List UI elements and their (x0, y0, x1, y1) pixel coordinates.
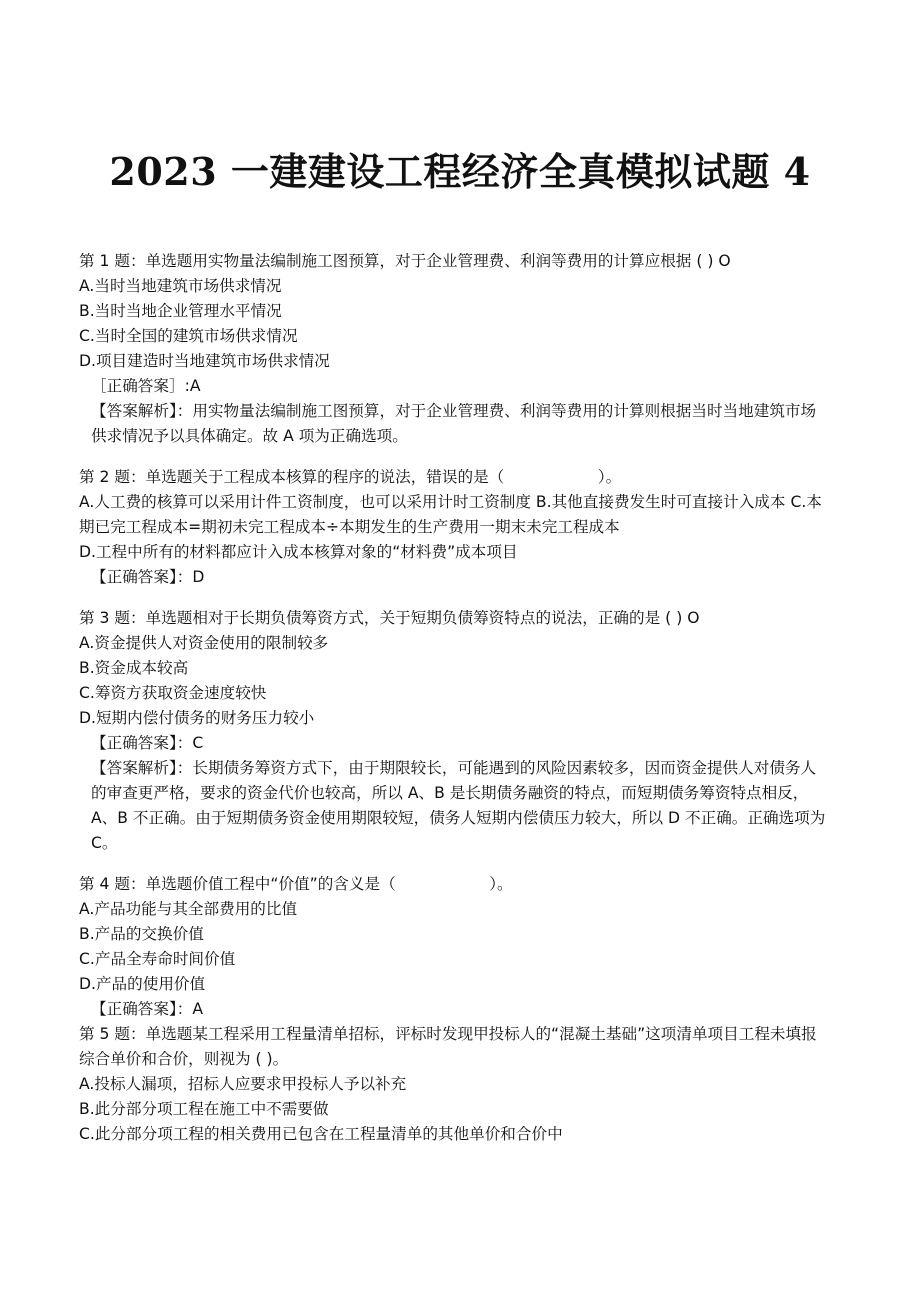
question-3-option-d: D.短期内偿付债务的财务压力较小 (79, 709, 315, 727)
question-3-answer: 【正确答案】：C (91, 734, 204, 752)
question-2-option-abc: A.人工费的核算可以采用计件工资制度，也可以采用计时工资制度 B.其他直接费发生时可直接计入成本 C.本期已完工程成本=期初未完工程成本÷本期发生的生产费用一期末未完工程成本 (79, 493, 822, 536)
question-2 (79, 465, 831, 590)
question-3-option-b: B.资金成本较高 (79, 659, 189, 677)
question-4-option-d: D.产品的使用价值 (79, 975, 206, 993)
question-5-stem: 第 5 题：单选题某工程采用工程量清单招标，评标时发现甲投标人的“混凝土基础”这项清单项目工程未填报综合单价和合价，则视为 ( )。 (79, 1025, 817, 1068)
question-4 (79, 872, 831, 1022)
question-list (79, 249, 831, 1147)
question-1-stem: 第 1 题：单选题用实物量法编制施工图预算，对于企业管理费、利润等费用的计算应根据 ( ) O (79, 252, 731, 270)
question-4-option-b: B.产品的交换价值 (79, 925, 204, 943)
question-4-stem: 第 4 题：单选题价值工程中“价值”的含义是（ ）。 (79, 875, 513, 893)
question-4-option-c: C.产品全寿命时间价值 (79, 950, 236, 968)
question-1-option-a: A.当时当地建筑市场供求情况 (79, 277, 282, 295)
question-3-analysis: 【答案解析】：长期债务筹资方式下，由于期限较长，可能遇到的风险因素较多，因而资金提供人对债务人的审查更严格，要求的资金代价也较高，所以 A、B 是长期债务融资的特点，而短期债务筹资特点相反，A、B 不正确。由于短期债务资金使用期限较短，债务人短期内偿债压力较大，所以 D 不正确。正确选项为 C。 (91, 759, 826, 852)
question-4-option-a: A.产品功能与其全部费用的比值 (79, 900, 298, 918)
question-5-option-c: C.此分部分项工程的相关费用已包含在工程量清单的其他单价和合价中 (79, 1125, 563, 1143)
question-1-option-b: B.当时当地企业管理水平情况 (79, 302, 282, 320)
question-2-answer: 【正确答案】：D (91, 568, 205, 586)
question-3-stem: 第 3 题：单选题相对于长期负债筹资方式，关于短期负债筹资特点的说法，正确的是 ( ) O (79, 609, 700, 627)
question-1-option-c: C.当时全国的建筑市场供求情况 (79, 327, 298, 345)
question-5-option-b: B.此分部分项工程在施工中不需要做 (79, 1100, 329, 1118)
question-5 (79, 1022, 831, 1147)
question-3 (79, 606, 831, 856)
document-title: 2023 一建建设工程经济全真模拟试题 4 (109, 149, 811, 194)
question-5-option-a: A.投标人漏项，招标人应要求甲投标人予以补充 (79, 1075, 407, 1093)
question-4-answer: 【正确答案】：A (91, 1000, 204, 1018)
question-3-option-a: A.资金提供人对资金使用的限制较多 (79, 634, 329, 652)
question-2-option-d: D.工程中所有的材料都应计入成本核算对象的“材料费”成本项目 (79, 543, 518, 561)
question-1-answer: ［正确答案］:A (91, 377, 201, 395)
question-1 (79, 249, 831, 449)
question-1-option-d: D.项目建造时当地建筑市场供求情况 (79, 352, 330, 370)
question-2-stem: 第 2 题：单选题关于工程成本核算的程序的说法，错误的是（ ）。 (79, 468, 622, 486)
question-3-option-c: C.筹资方获取资金速度较快 (79, 684, 267, 702)
question-1-analysis: 【答案解析】：用实物量法编制施工图预算，对于企业管理费、利润等费用的计算则根据当时当地建筑市场供求情况予以具体确定。故 A 项为正确选项。 (91, 402, 817, 445)
